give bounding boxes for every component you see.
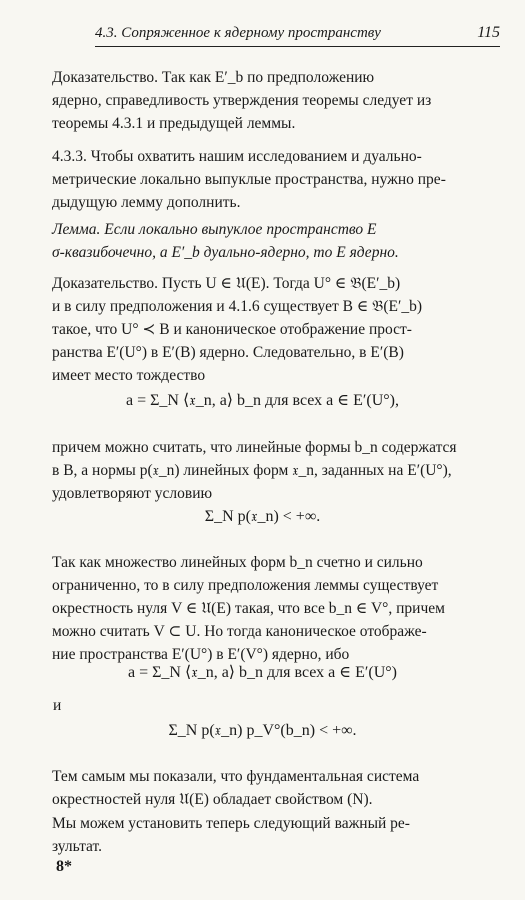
paragraph-forms: [52, 436, 493, 505]
text-line: дыдущую лемму дополнить.: [52, 194, 241, 211]
formula-norm-sum: Σ_N p(𝔵_n) < +∞.: [204, 508, 321, 525]
text-line: ние пространства E′(U°) в E′(V°) ядерно, ибо: [52, 646, 350, 663]
text-line: ограниченно, то в силу предположения леммы существует: [52, 577, 439, 594]
formula-expansion: a = Σ_N ⟨𝔵_n, a⟩ b_n для всех a ∈ E′(U°),: [125, 392, 400, 409]
next-result-paragraph: [52, 812, 493, 858]
paragraph-neighbourhood: [52, 551, 493, 666]
text-line: теоремы 4.3.1 и предыдущей леммы.: [52, 115, 296, 132]
text-line: зультат.: [52, 838, 103, 855]
signature-mark: 8*: [56, 858, 72, 875]
proof-paragraph-1: [52, 66, 493, 135]
text-line: 4.3.3. Чтобы охватить нашим исследованием и дуально-: [52, 148, 422, 165]
text-line: ранства E′(U°) в E′(B) ядерно. Следовательно, в E′(B): [52, 344, 404, 361]
proof-paragraph-2: [52, 272, 493, 387]
text-line: Доказательство. Пусть U ∈ 𝔘(E). Тогда U° ∈ 𝔅(E′_b): [52, 275, 401, 292]
text-line: удовлетворяют условию: [52, 485, 213, 502]
text-line: в B, а нормы p(𝔵_n) линейных форм 𝔵_n, заданных на E′(U°),: [52, 462, 452, 479]
running-head: [95, 24, 500, 47]
section-title: 4.3. Сопряженное к ядерному пространству: [95, 25, 381, 41]
text-line: окрестность нуля V ∈ 𝔘(E) такая, что все b_n ∈ V°, причем: [52, 600, 445, 617]
connector-word: и: [53, 697, 62, 714]
text-line: можно считать V ⊂ U. Но тогда каноническое отображе-: [52, 623, 427, 640]
text-line: σ-квазибочечно, а E′_b дуально-ядерно, то E ядерно.: [52, 244, 399, 261]
formula-product-sum: Σ_N p(𝔵_n) p_V°(b_n) < +∞.: [168, 722, 357, 739]
text-line: имеет место тождество: [52, 367, 206, 384]
text-line: такое, что U° ≺ B и каноническое отображение прост-: [52, 321, 412, 338]
text-line: причем можно считать, что линейные формы b_n содержатся: [52, 439, 457, 456]
section-4-3-3-paragraph: [52, 145, 493, 214]
text-line: Так как множество линейных форм b_n счетно и сильно: [52, 554, 423, 571]
page-number: 115: [477, 24, 500, 41]
text-line: и в силу предположения и 4.1.6 существует B ∈ 𝔅(E′_b): [52, 298, 423, 315]
formula-expansion-2: a = Σ_N ⟨𝔵_n, a⟩ b_n для всех a ∈ E′(U°): [127, 664, 398, 681]
conclusion-paragraph: [52, 765, 493, 811]
text-line: окрестностей нуля 𝔘(E) обладает свойством (N).: [52, 791, 373, 808]
text-line: Мы можем установить теперь следующий важный ре-: [52, 815, 410, 832]
text-line: метрические локально выпуклые пространства, нужно пре-: [52, 171, 446, 188]
lemma-statement: [52, 218, 493, 264]
text-line: Лемма. Если локально выпуклое пространство E: [52, 221, 377, 238]
text-line: ядерно, справедливость утверждения теоремы следует из: [52, 92, 432, 109]
text-line: Тем самым мы показали, что фундаментальная система: [52, 768, 420, 785]
text-line: Доказательство. Так как E′_b по предположению: [52, 69, 375, 86]
